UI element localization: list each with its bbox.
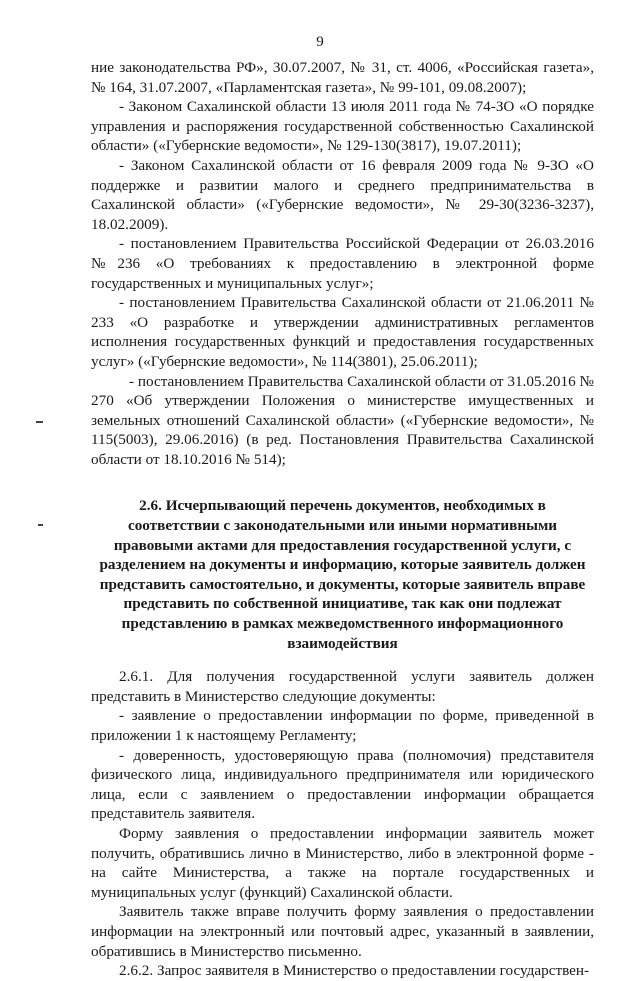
paragraph-obtaining-form: Форму заявления о предоставлении информации заявитель может получить, обратившись лично в Министерство, либо в электронной форме - на сайте Министерства, а также на портале государственных и муниципальных услуг (функций) Сахалинской области. (91, 824, 594, 901)
paragraph-resolution-270: - постановлением Правительства Сахалинской области от 31.05.2016 № 270 «Об утверждении Положения о министерстве имущественных и земельных отношений Сахалинской области» («Губернские ведомости», № 115(5003), 29.06.2016) (в ред. Постановления Правительства Сахалинской области от 18.10.2016 № 514); (91, 372, 594, 468)
scan-speck (38, 524, 43, 526)
scan-speck (36, 421, 43, 423)
paragraph-resolution-236: - постановлением Правительства Российской Федерации от 26.03.2016 №236 «О требованиях к предоставлению в электронной форме государственных и муниципальных услуг»; (91, 235, 594, 292)
page-number: 9 (316, 34, 324, 50)
paragraph-application-form: - заявление о предоставлении информации по форме, приведенной в приложении 1 к настоящему Регламенту; (91, 707, 594, 744)
paragraph-2-6-1: 2.6.1. Для получения государственной услуги заявитель должен представить в Министерство следующие документы: (91, 668, 594, 705)
document-body (91, 58, 594, 981)
paragraph-law-citation-continued: ние законодательства РФ», 30.07.2007, № 31, ст. 4006, «Российская газета», № 164, 31.07.2007, «Парламентская газета», № 99-101, 09.08.2007); (91, 59, 594, 96)
paragraph-2-6-2: 2.6.2. Запрос заявителя в Министерство о предоставлении государствен- (119, 962, 590, 980)
paragraph-law-9-zo: - Законом Сахалинской области от 16 февраля 2009 года № 9-ЗО «О поддержке и развитии малого и среднего предпринимательства в Сахалинской области» («Губернские ведомости», № 29-30(3236-3237), 18.02.2009). (91, 156, 594, 233)
paragraph-power-of-attorney: - доверенность, удостоверяющую права (полномочия) представителя физического лица, индивидуального предпринимателя или юридического лица, если с заявлением о предоставлении информации обращается представитель заявителя. (91, 746, 594, 823)
paragraph-form-by-mail: Заявитель также вправе получить форму заявления о предоставлении информации на электронный или почтовый адрес, указанный в заявлении, обратившись в Министерство письменно. (91, 903, 594, 960)
paragraph-resolution-233: - постановлением Правительства Сахалинской области от 21.06.2011 № 233 «О разработке и утверждении административных регламентов исполнения государственных функций и предоставления государственных услуг» («Губернские ведомости», № 114(3801), 25.06.2011); (91, 294, 594, 370)
section-heading-2-6: 2.6. Исчерпывающий перечень документов, необходимых в соответствии с законодательными или иными нормативными правовыми актами для предоставления государственной услуги, с разделением на документы и информацию, которые заявитель должен представить самостоятельно, и документы, которые заявитель вправе представить по собственной инициативе, так как они подлежат представлению в рамках межведомственного информационного взаимодействия (99, 497, 586, 652)
paragraph-law-74-zo: - Законом Сахалинской области 13 июля 2011 года № 74-ЗО «О порядке управления и распоряжения государственной собственностью Сахалинской области» («Губернские ведомости», № 129-130(3817), 19.07.2011); (91, 98, 594, 155)
